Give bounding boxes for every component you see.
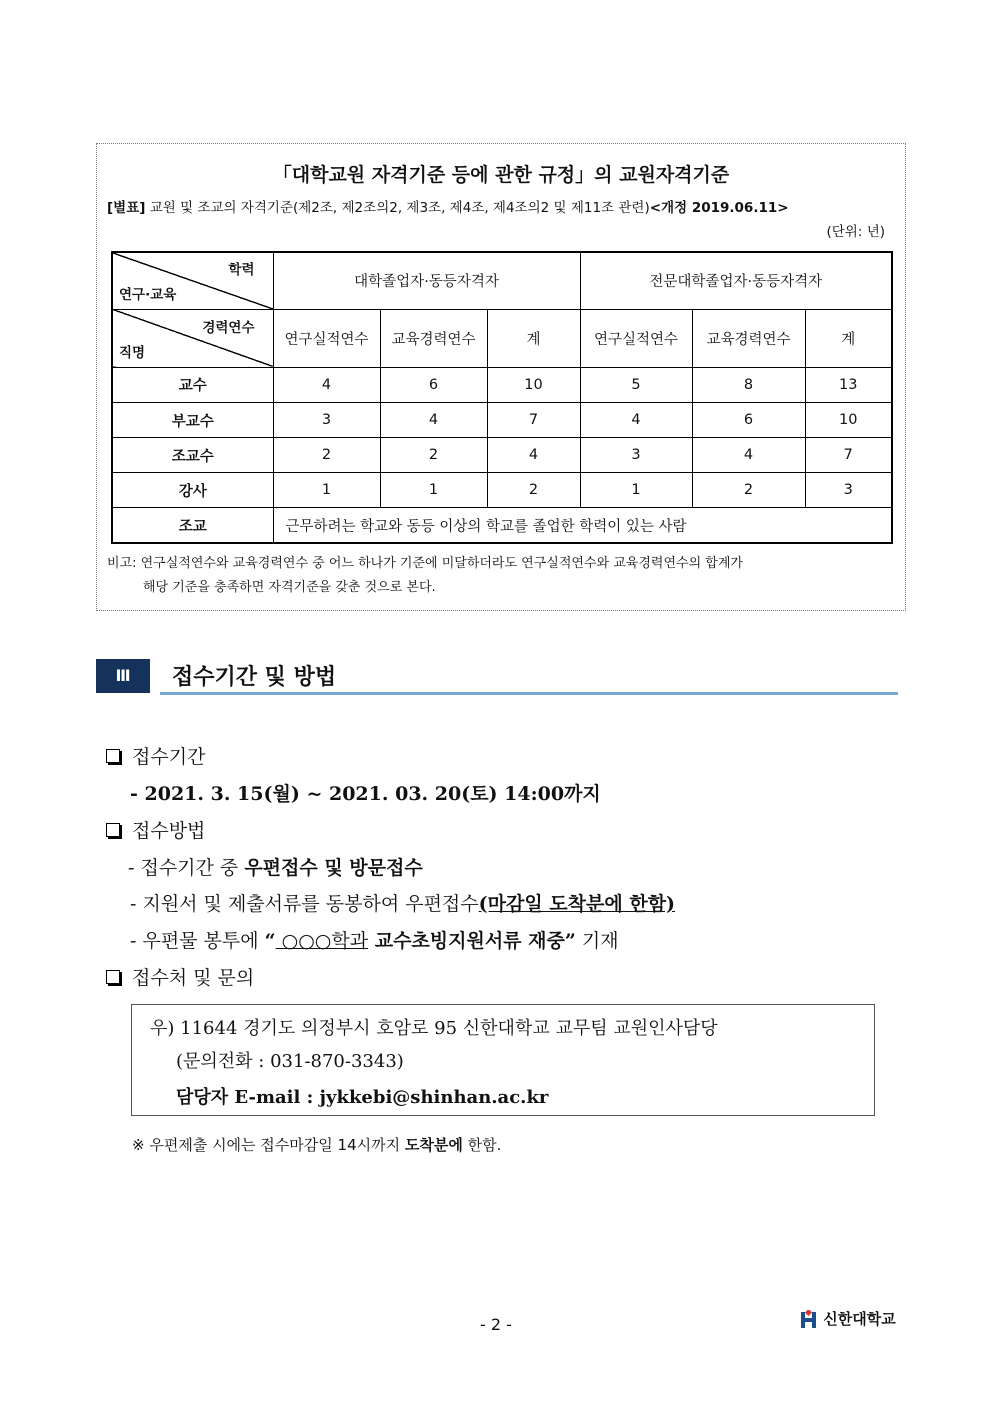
- value-cell: 1: [380, 473, 487, 508]
- annex-line: [107, 196, 789, 216]
- logo-mark-icon: [800, 1310, 818, 1330]
- note-prefix: ※ 우편제출 시에는 접수마감일 14시까지: [132, 1136, 405, 1154]
- quote-close: ”: [564, 930, 576, 952]
- value-cell: 2: [273, 438, 380, 473]
- annex-tag: [별표]: [107, 200, 146, 216]
- value-cell: 7: [487, 402, 580, 437]
- value-cell: 2: [487, 473, 580, 508]
- sub-total-1: 계: [487, 309, 580, 367]
- value-cell: 6: [692, 402, 805, 437]
- postal-note: [132, 1134, 501, 1155]
- table-row: [112, 508, 892, 543]
- unit-label: (단위: 년): [826, 224, 885, 240]
- method-line-3: [130, 926, 619, 953]
- quote-open: “: [264, 930, 276, 952]
- value-cell: 2: [380, 438, 487, 473]
- value-cell: 1: [580, 473, 692, 508]
- checkbox-square-icon: [106, 823, 120, 837]
- sub-research-1: 연구실적연수: [273, 309, 380, 367]
- method-line-2-bold: (마감일 도착분에 한함): [478, 893, 676, 915]
- checkbox-square-icon: [106, 970, 120, 984]
- envelope-label: 교수초빙지원서류 재중: [368, 930, 565, 952]
- regulation-box: [96, 143, 906, 611]
- rank-cell: 조교: [112, 508, 273, 543]
- method-line-3-prefix: - 우편물 봉투에: [130, 930, 265, 952]
- value-cell: 4: [273, 367, 380, 402]
- group-college: 전문대학졸업자·동등자격자: [580, 252, 892, 309]
- value-cell: 2: [692, 473, 805, 508]
- table-row: [112, 367, 892, 402]
- rank-cell: 부교수: [112, 402, 273, 437]
- value-cell: 8: [692, 367, 805, 402]
- table-row: [112, 473, 892, 508]
- group-university: 대학졸업자·동등자격자: [273, 252, 580, 309]
- sub-research-2: 연구실적연수: [580, 309, 692, 367]
- remark-line-1: 비고: 연구실적연수와 교육경력연수 중 어느 하나가 기준에 미달하더라도 연구실적연수와 교육경력연수의 합계가: [107, 556, 743, 571]
- period-heading: 접수기간: [132, 746, 206, 768]
- value-cell: 4: [692, 438, 805, 473]
- contact-heading: 접수처 및 문의: [132, 967, 255, 989]
- header-corner-top: [112, 252, 273, 309]
- value-cell: 5: [580, 367, 692, 402]
- department-placeholder: ○○○학과: [275, 930, 369, 952]
- period-heading-line: [106, 742, 205, 769]
- value-cell: 13: [805, 367, 892, 402]
- sub-teaching-1: 교육경력연수: [380, 309, 487, 367]
- value-cell: 3: [580, 438, 692, 473]
- section-title: 접수기간 및 방법: [172, 665, 337, 690]
- value-cell: 6: [380, 367, 487, 402]
- header-education: 학력: [228, 262, 255, 278]
- value-cell: 10: [487, 367, 580, 402]
- sub-total-2: 계: [805, 309, 892, 367]
- contact-heading-line: [106, 963, 254, 990]
- checkbox-square-icon: [106, 749, 120, 763]
- header-research-education: 연구·교육: [119, 286, 177, 303]
- value-cell: 3: [805, 473, 892, 508]
- sub-teaching-2: 교육경력연수: [692, 309, 805, 367]
- value-cell: 1: [273, 473, 380, 508]
- contact-address: 우) 11644 경기도 의정부시 호암로 95 신한대학교 교무팀 교원인사담당: [150, 1018, 718, 1039]
- header-position: 직명: [119, 344, 146, 361]
- regulation-title: 「대학교원 자격기준 등에 관한 규정」의 교원자격기준: [272, 164, 730, 186]
- method-heading: 접수방법: [132, 820, 206, 842]
- section-number: Ⅲ: [96, 659, 150, 693]
- method-line-2-prefix: - 지원서 및 제출서류를 동봉하여 우편접수: [130, 893, 479, 915]
- rank-cell: 교수: [112, 367, 273, 402]
- method-line-1-bold: 우편접수 및 방문접수: [244, 857, 423, 879]
- method-heading-line: [106, 816, 205, 843]
- rank-cell: 조교수: [112, 438, 273, 473]
- method-line-1: [128, 853, 423, 880]
- note-bold: 도착분에: [404, 1136, 463, 1154]
- qualification-table: [111, 251, 893, 544]
- header-career-years: 경력연수: [202, 319, 255, 336]
- value-cell: 3: [273, 402, 380, 437]
- value-cell: 10: [805, 402, 892, 437]
- method-line-2: [130, 889, 675, 916]
- annex-text: 교원 및 조교의 자격기준(제2조, 제2조의2, 제3조, 제4조, 제4조의2 및 제11조 관련): [145, 200, 650, 216]
- method-line-3-suffix: 기재: [575, 930, 619, 952]
- period-detail: - 2021. 3. 15(월) ~ 2021. 03. 20(토) 14:00까지: [130, 783, 601, 805]
- contact-box: [131, 1004, 875, 1116]
- value-cell: 4: [487, 438, 580, 473]
- assistant-requirement: 근무하려는 학교와 동등 이상의 학교를 졸업한 학력이 있는 사람: [273, 508, 892, 543]
- contact-phone: (문의전화 : 031-870-3343): [176, 1051, 404, 1072]
- table-row: [112, 438, 892, 473]
- table-row: [112, 402, 892, 437]
- header-corner-bottom: [112, 309, 273, 367]
- revision-date: <개정 2019.06.11>: [649, 200, 789, 216]
- rank-cell: 강사: [112, 473, 273, 508]
- contact-email: 담당자 E-mail : jykkebi@shinhan.ac.kr: [176, 1087, 549, 1108]
- note-suffix: 한함.: [462, 1136, 502, 1154]
- value-cell: 4: [580, 402, 692, 437]
- remark-line-2: 해당 기준을 충족하면 자격기준을 갖춘 것으로 본다.: [143, 580, 436, 595]
- logo-text: 신한대학교: [823, 1310, 896, 1328]
- value-cell: 4: [380, 402, 487, 437]
- value-cell: 7: [805, 438, 892, 473]
- method-line-1-prefix: - 접수기간 중: [128, 857, 245, 879]
- page-number: - 2 -: [480, 1315, 512, 1334]
- section-underline: [160, 692, 898, 695]
- remark: [107, 552, 897, 600]
- university-logo: [800, 1308, 896, 1330]
